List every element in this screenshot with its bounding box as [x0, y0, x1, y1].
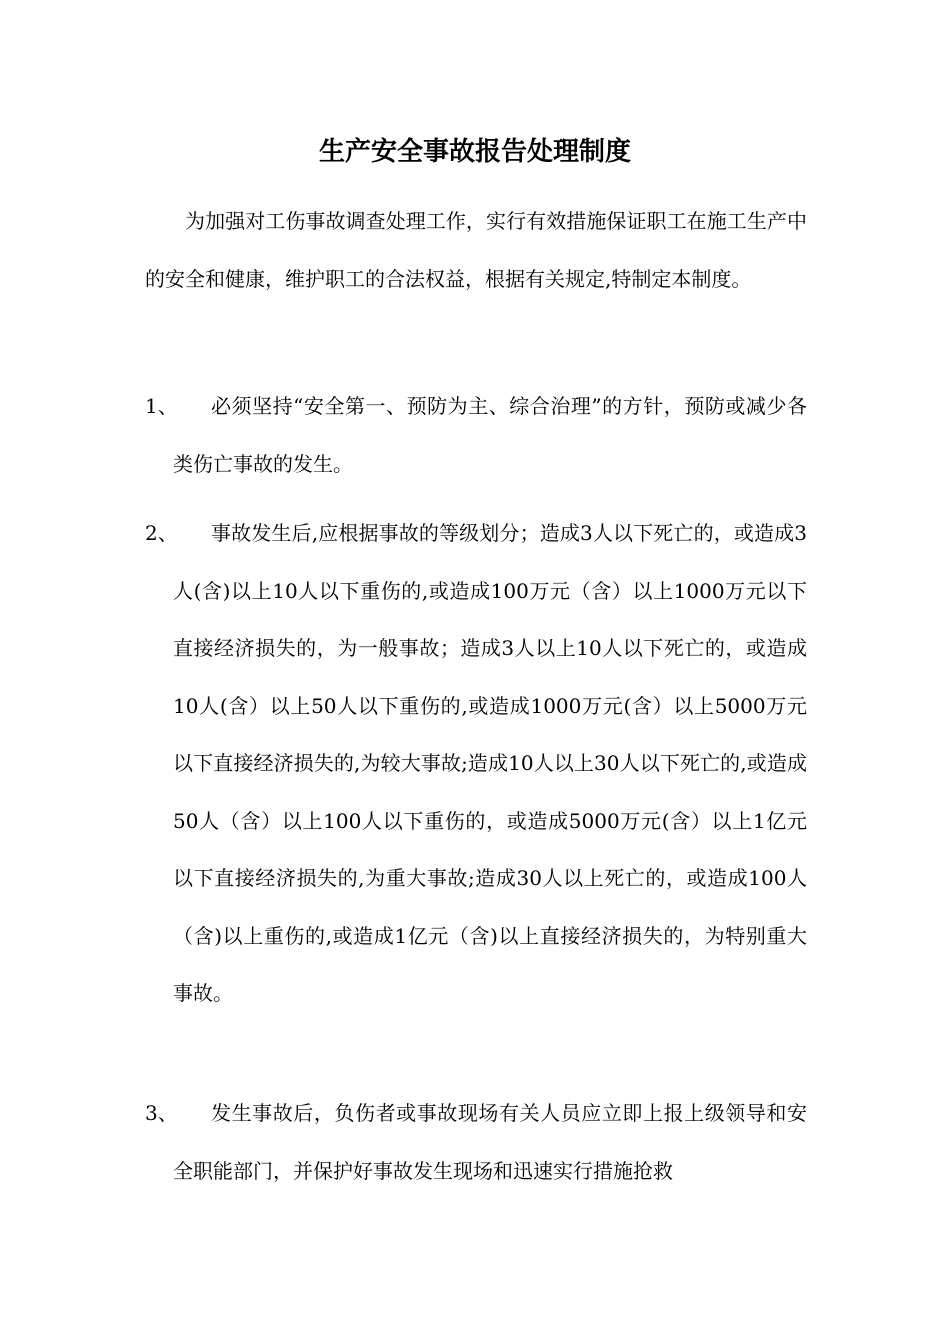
list-item [145, 1085, 807, 1200]
document-title: 生产安全事故报告处理制度 [318, 137, 631, 167]
list-item [145, 505, 807, 1023]
list-item [145, 378, 807, 493]
list-item-number: 3、 [145, 1101, 178, 1125]
list-item-number: 2、 [145, 521, 178, 545]
list-item-text: 事故发生后,应根据事故的等级划分；造成3人以下死亡的，或造成3人(含)以上10人以下重伤的,或造成100万元（含）以上1000万元以下直接经济损失的，为一般事故；造成3人以上10人以下死亡的，或造成10人(含）以上50人以下重伤的,或造成1000万元(含）以上5000万元以下直接经济损失的,为较大事故;造成10人以上30人以下死亡的,或造成50人（含）以上100人以下重伤的，或造成5000万元(含）以上1亿元以下直接经济损失的,为重大事故;造成30人以上死亡的，或造成100人（含)以上重伤的,或造成1亿元（含)以上直接经济损失的，为特别重大事故。 [173, 521, 807, 1005]
list-item-text: 必须坚持“安全第一、预防为主、综合治理”的方针，预防或减少各类伤亡事故的发生。 [173, 394, 807, 476]
list-item-text: 发生事故后，负伤者或事故现场有关人员应立即上报上级领导和安全职能部门，并保护好事故发生现场和迅速实行措施抢救 [173, 1101, 807, 1183]
list-item-number: 1、 [145, 394, 178, 418]
intro-paragraph: 为加强对工伤事故调查处理工作，实行有效措施保证职工在施工生产中的安全和健康，维护职工的合法权益，根据有关规定,特制定本制度。 [145, 209, 807, 291]
